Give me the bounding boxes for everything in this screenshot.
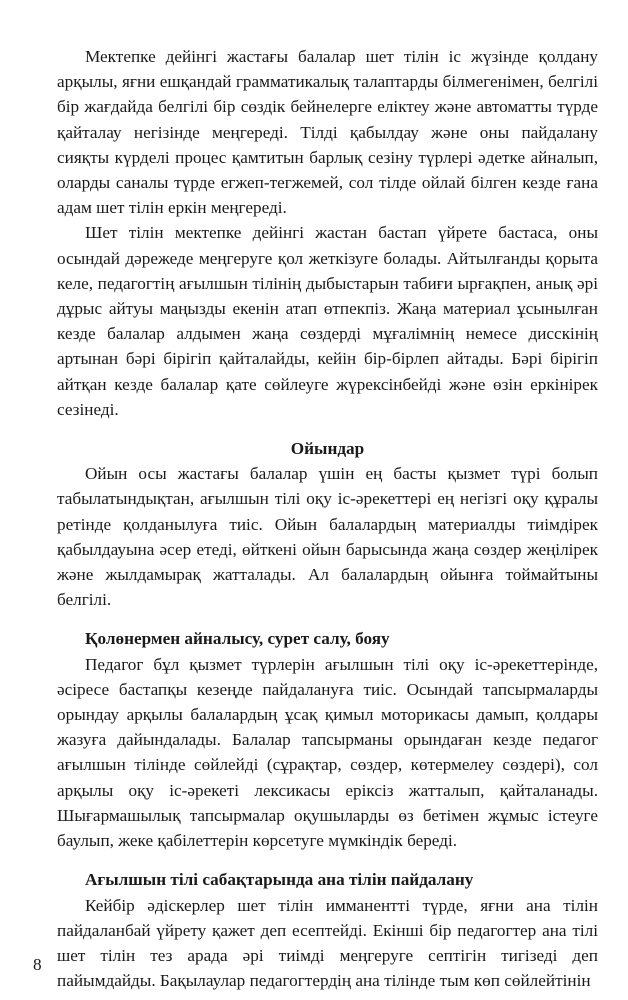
paragraph-intro-2: Шет тілін мектепке дейінгі жастан бастап үйрете бастаса, оны осындай дәрежеде меңгеруге қол жеткізуге болады. Айтылғанды қорыта келе, педагогтің ағылшын тілінің дыбыстарын табиғи ырғақпен, анық әрі дұрыс айтуы маңызды екенін атап өтпекпіз. Жаңа материал ұсынылған кезде балалар алдымен жаңа сөздерді мұғалімнің немесе дисскінің артынан бәрі бірігіп қайталайды, кейін бір-бірлеп айтады. Бәрі бірігіп айтқан кезде балалар қате сөйлеуге жүрексінбейді және өзін еркінірек сезінеді. [57,223,598,419]
heading-crafts: Қолөнермен айналысу, сурет салу, бояу [85,629,390,649]
paragraph-games: Ойын осы жастағы балалар үшін ең басты қызмет түрі болып табылатындықтан, ағылшын тілі оқу іс-әрекеттері ең негізгі оқу құралы ретінде қолданылуға тиіс. Ойын балалардың материалды тиімдірек қабылдауына әсер етеді, өйткені ойын барысында жаңа сөздер жеңілірек және жылдамырақ жатталады. Ал балалардың ойынға тоймайтыны белгілі. [57,464,598,610]
paragraph-intro-1: Мектепке дейінгі жастағы балалар шет тілін іс жүзінде қолдану арқылы, яғни ешқандай грамматикалық талаптарды білмегенімен, белгілі бір жағдайда белгілі бір сөздік бейнелерге еліктеу және автоматты түрде қайталау негізінде меңгереді. Тілді қабылдау және оны пайдалану сияқты күрделі процес қамтитын барлық сезіну түрлері әдетке айналып, оларды саналы түрде егжеп-тегжемей, сол тілде ойлай білген кезде ғана адам шет тілін еркін меңгереді. [57,47,598,218]
page-number: 8 [33,955,42,974]
page-content [57,44,598,993]
paragraph-native-language: Кейбір әдіскерлер шет тілін имманентті түрде, яғни ана тілін пайдаланбай үйрету қажет деп есептейді. Екінші бір педагогтер ана тілі шет тілін тез арада әрі тиімді меңгеруге септігін тигізеді деп пайымдайды. Бақылаулар педагогтердің ана тілінде тым көп сөйлейтінін [57,895,598,991]
heading-games: Ойындар [290,439,365,459]
heading-native-language: Ағылшын тілі сабақтарында ана тілін пайдалану [85,870,474,890]
paragraph-crafts: Педагог бұл қызмет түрлерін ағылшын тілі оқу іс-әрекеттерінде, әсіресе бастапқы кезеңде пайдалануға тиіс. Осындай тапсырмаларды орындау арқылы балалардың ұсақ қимыл моторикасы дамып, қолдары жазуға дайындалады. Балалар тапсырманы орындаған кезде педагог ағылшын тілінде сөйлейді (сұрақтар, сөздер, көтермелеу сөздері), сол арқылы оқу іс-әрекеті лексикасы еріксіз жатталып, қайталанады. Шығармашылық тапсырмалар оқушыларды өз бетімен жұмыс істеуге баулып, жеке қабілеттерін көрсетуге мүмкіндік береді. [57,654,598,851]
